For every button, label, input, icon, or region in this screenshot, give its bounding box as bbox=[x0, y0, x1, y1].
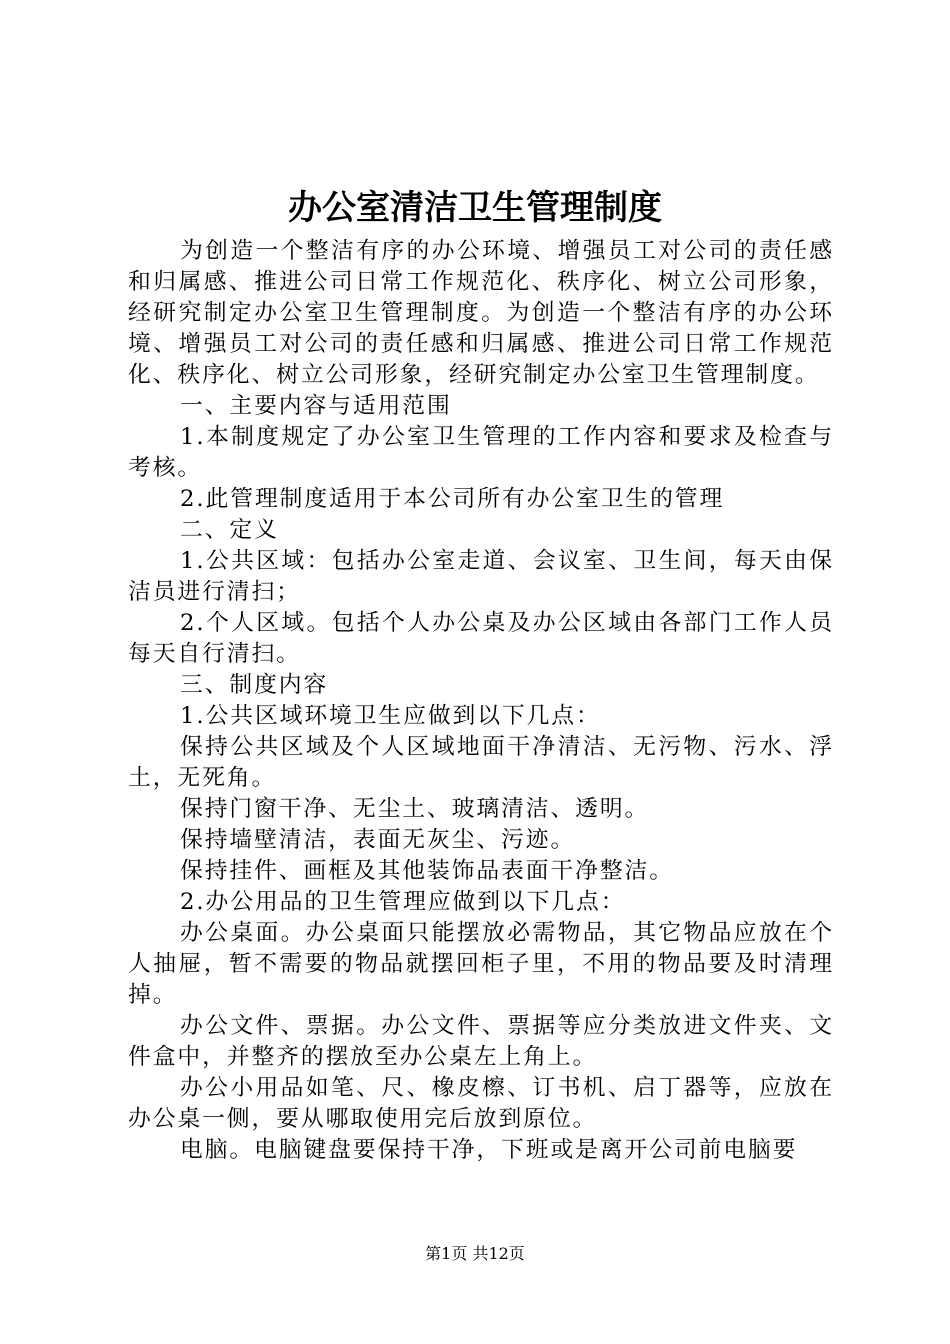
content-item-2: 2.办公用品的卫生管理应做到以下几点： bbox=[180, 889, 626, 915]
content-paragraph: 保持挂件、画框及其他装饰品表面干净整洁。 bbox=[180, 858, 674, 884]
content-paragraph: 电脑。电脑键盘要保持干净，下班或是离开公司前电脑要 bbox=[180, 1137, 798, 1163]
section-heading-definitions: 二、定义 bbox=[180, 517, 279, 543]
page-title: 办公室清洁卫生管理制度 bbox=[288, 188, 662, 228]
content-paragraph: 保持门窗干净、无尘土、玻璃清洁、透明。 bbox=[180, 796, 650, 822]
content-paragraph: 办公文件、票据。办公文件、票据等应分类放进文件夹、文件盒中，并整齐的摆放至办公桌左上角上。 bbox=[128, 1013, 834, 1070]
definition-item-1: 1.公共区域：包括办公室走道、会议室、卫生间，每天由保洁员进行清扫； bbox=[128, 548, 834, 605]
section-heading-scope: 一、主要内容与适用范围 bbox=[180, 393, 452, 419]
intro-paragraph: 为创造一个整洁有序的办公环境、增强员工对公司的责任感和归属感、推进公司日常工作规范化、秩序化、树立公司形象，经研究制定办公室卫生管理制度。为创造一个整洁有序的办公环境、增强员工对公司的责任感和归属感、推进公司日常工作规范化、秩序化、树立公司形象，经研究制定办公室卫生管理制度。 bbox=[128, 238, 834, 388]
content-paragraph: 办公桌面。办公桌面只能摆放必需物品，其它物品应放在个人抽屉，暂不需要的物品就摆回柜子里，不用的物品要及时清理掉。 bbox=[128, 920, 834, 1008]
page-number: 第1页 共12页 bbox=[425, 1244, 525, 1263]
scope-item-2: 2.此管理制度适用于本公司所有办公室卫生的管理 bbox=[180, 486, 725, 512]
content-paragraph: 保持公共区域及个人区域地面干净清洁、无污物、污水、浮土，无死角。 bbox=[128, 734, 834, 791]
document-body bbox=[128, 236, 834, 1166]
content-paragraph: 保持墙壁清洁，表面无灰尘、污迹。 bbox=[180, 827, 576, 853]
definition-item-2: 2.个人区域。包括个人办公桌及办公区域由各部门工作人员每天自行清扫。 bbox=[128, 610, 834, 667]
page-footer bbox=[0, 1242, 950, 1266]
content-item-1: 1.公共区域环境卫生应做到以下几点： bbox=[180, 703, 601, 729]
scope-item-1: 1.本制度规定了办公室卫生管理的工作内容和要求及检查与考核。 bbox=[128, 424, 834, 481]
content-paragraph: 办公小用品如笔、尺、橡皮檫、订书机、启丁器等，应放在办公桌一侧，要从哪取使用完后放到原位。 bbox=[128, 1075, 834, 1132]
section-heading-content: 三、制度内容 bbox=[180, 672, 329, 698]
